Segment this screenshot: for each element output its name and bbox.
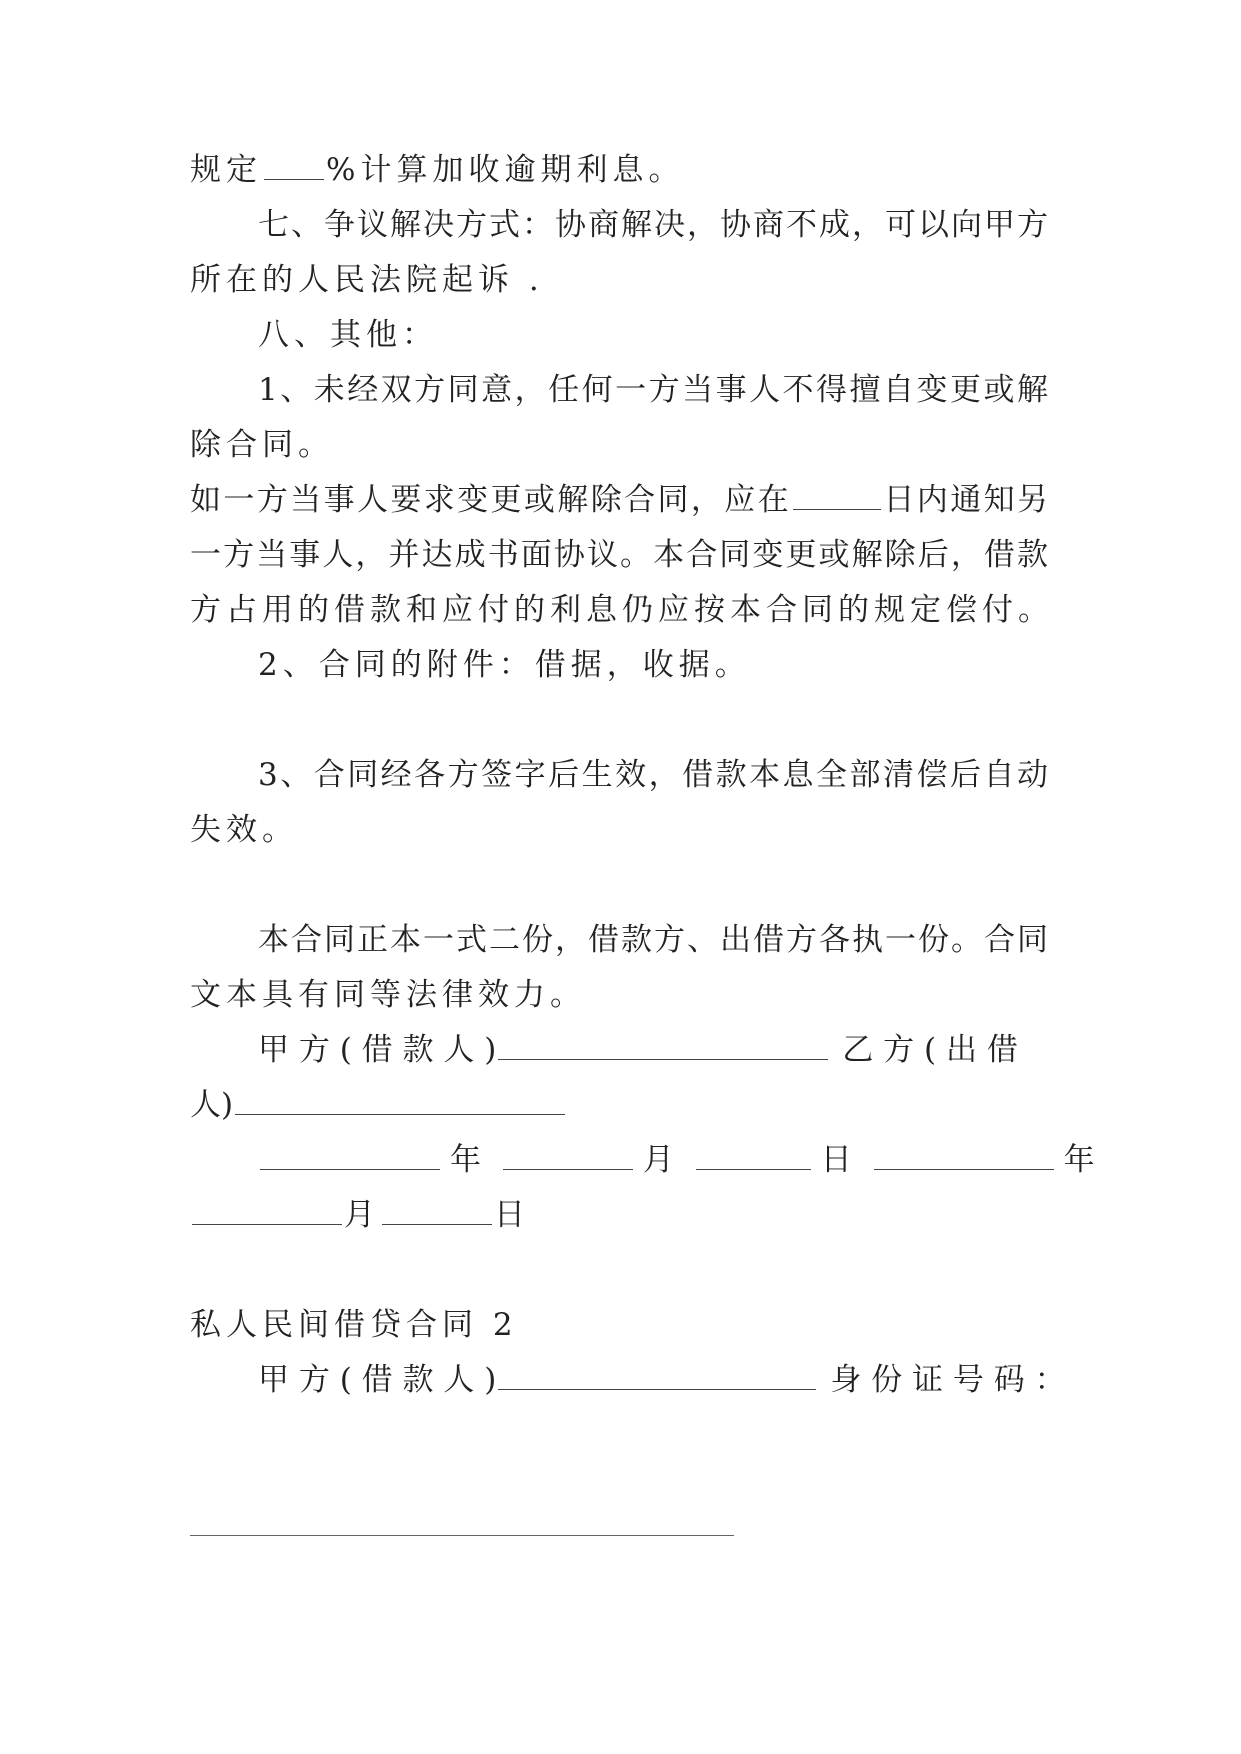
text: 如一方当事人要求变更或解除合同，应在 bbox=[190, 482, 792, 518]
text: 人) bbox=[190, 1087, 234, 1123]
text: 月 bbox=[344, 1197, 380, 1233]
section-title: 私人民间借贷合同 2 bbox=[190, 1307, 518, 1343]
party-a-blank bbox=[498, 1037, 828, 1060]
id-number-blank bbox=[190, 1535, 734, 1536]
clause-8-2: 2、合同的附件：借据，收据。 bbox=[258, 647, 751, 683]
clause-8-1-line-4: 一方当事人，并达成书面协议。本合同变更或解除后，借款 bbox=[190, 537, 1050, 573]
month-blank bbox=[503, 1147, 633, 1170]
text: 日 bbox=[494, 1197, 530, 1233]
id-number-label: 身 份 证 号 码 ： bbox=[830, 1362, 1066, 1398]
copies-line-1: 本合同正本一式二份，借款方、出借方各执一份。合同 bbox=[258, 922, 1050, 958]
signature-dates-cont bbox=[190, 1195, 1050, 1235]
text: 日 bbox=[820, 1142, 857, 1178]
clause-8-1-line-2: 除合同。 bbox=[190, 427, 334, 463]
day-blank bbox=[696, 1147, 811, 1170]
text: 规定 bbox=[190, 152, 262, 188]
fill-blank bbox=[793, 487, 881, 510]
signature-parties-cont bbox=[190, 1085, 1050, 1125]
copies-line-2: 文本具有同等法律效力。 bbox=[190, 977, 586, 1013]
clause-8-3-line-1: 3、合同经各方签字后生效，借款本息全部清偿后自动 bbox=[258, 757, 1050, 793]
clause-overdue-interest bbox=[190, 150, 1050, 190]
text: %计算加收逾期利息。 bbox=[326, 152, 685, 188]
year-blank bbox=[874, 1147, 1054, 1170]
month-blank bbox=[192, 1202, 342, 1225]
text: 月 bbox=[642, 1142, 679, 1178]
text: 年 bbox=[1063, 1142, 1100, 1178]
text: 日内通知另 bbox=[883, 482, 1051, 518]
clause-8-1-line-5: 方占用的借款和应付的利息仍应按本合同的规定偿付。 bbox=[190, 592, 1054, 628]
party-a-id-line bbox=[258, 1360, 1066, 1400]
text: 年 bbox=[450, 1142, 486, 1178]
year-blank bbox=[260, 1147, 440, 1170]
clause-8-3-line-2: 失效。 bbox=[190, 812, 298, 848]
fill-blank bbox=[264, 157, 324, 180]
signature-dates bbox=[258, 1140, 1100, 1180]
party-b-label: 乙 方 ( 出 借 bbox=[842, 1032, 1018, 1068]
day-blank bbox=[382, 1202, 492, 1225]
party-a-label: 甲 方 ( 借 款 人 ) bbox=[258, 1362, 497, 1398]
party-a-blank bbox=[498, 1367, 816, 1390]
clause-8-heading: 八、其他： bbox=[258, 317, 438, 353]
clause-7-line-1: 七、争议解决方式：协商解决，协商不成，可以向甲方 bbox=[258, 207, 1050, 243]
party-b-blank bbox=[235, 1092, 565, 1115]
clause-8-1-line-3 bbox=[190, 480, 1050, 520]
signature-parties bbox=[258, 1030, 1050, 1070]
party-a-label: 甲 方 ( 借 款 人 ) bbox=[258, 1032, 497, 1068]
clause-7-line-2: 所在的人民法院起诉 . bbox=[190, 262, 544, 298]
clause-8-1-line-1: 1、未经双方同意，任何一方当事人不得擅自变更或解 bbox=[258, 372, 1050, 408]
